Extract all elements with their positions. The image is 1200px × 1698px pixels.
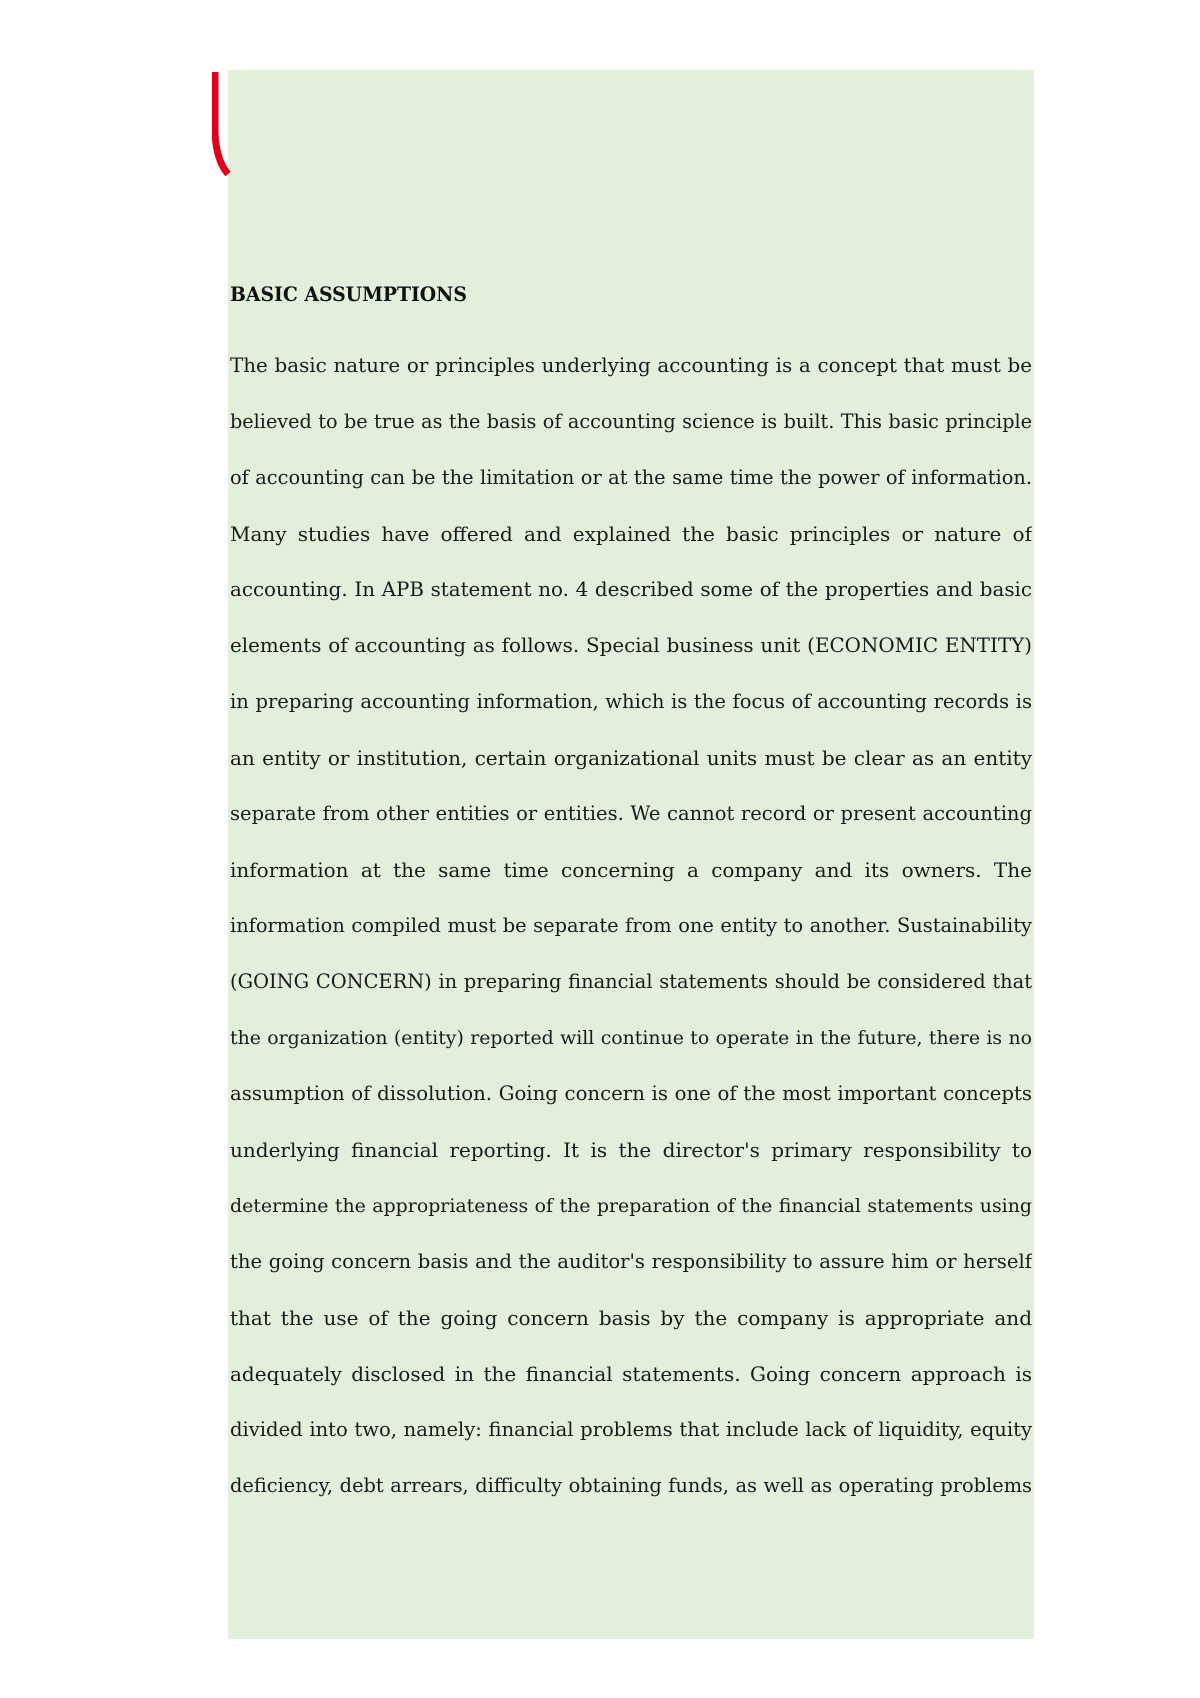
text-line: in preparing accounting information, which is the focus of accounting records is: [230, 690, 1032, 713]
text-line: separate from other entities or entities. We cannot record or present accounting: [230, 802, 1032, 825]
text-line: accounting. In APB statement no. 4 described some of the properties and basic: [230, 578, 1032, 601]
text-line: an entity or institution, certain organizational units must be clear as an entity: [230, 746, 1032, 770]
body-paragraph: [230, 348, 1032, 1524]
text-line: the going concern basis and the auditor's responsibility to assure him or herself: [230, 1250, 1032, 1273]
text-line: of accounting can be the limitation or at the same time the power of information.: [230, 466, 1032, 489]
text-line: determine the appropriateness of the preparation of the financial statements using: [230, 1195, 1032, 1217]
text-line: divided into two, namely: financial problems that include lack of liquidity, equity: [230, 1418, 1032, 1441]
text-line: believed to be true as the basis of accounting science is built. This basic principle: [230, 410, 1032, 433]
text-line: elements of accounting as follows. Special business unit (ECONOMIC ENTITY): [230, 634, 1032, 657]
text-line: Many studies have offered and explained the basic principles or nature of: [230, 522, 1032, 546]
section-heading: BASIC ASSUMPTIONS: [230, 282, 467, 306]
text-line: the organization (entity) reported will continue to operate in the future, there is no: [230, 1027, 1032, 1049]
text-line: The basic nature or principles underlying accounting is a concept that must be: [230, 354, 1032, 377]
text-line: information compiled must be separate from one entity to another. Sustainability: [230, 914, 1032, 937]
red-bracket-mark: [212, 70, 236, 176]
text-line: adequately disclosed in the financial statements. Going concern approach is: [230, 1362, 1032, 1386]
text-line: (GOING CONCERN) in preparing financial statements should be considered that: [230, 970, 1032, 993]
text-line: information at the same time concerning a company and its owners. The: [230, 858, 1032, 882]
text-line: deficiency, debt arrears, difficulty obtaining funds, as well as operating problems: [230, 1474, 1032, 1497]
text-line: assumption of dissolution. Going concern is one of the most important concepts: [230, 1082, 1032, 1105]
text-line: that the use of the going concern basis by the company is appropriate and: [230, 1306, 1032, 1330]
text-line: underlying financial reporting. It is the director's primary responsibility to: [230, 1138, 1032, 1162]
